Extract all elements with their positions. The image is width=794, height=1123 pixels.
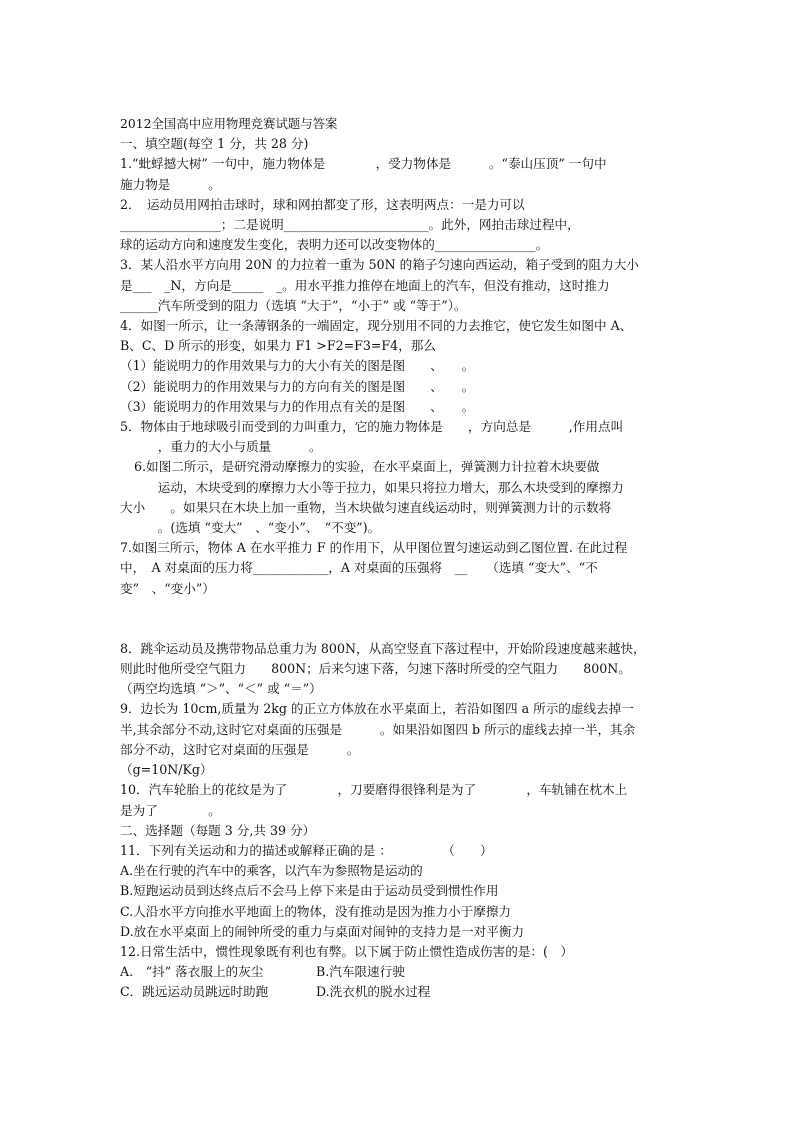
- choice-c: C．跳远运动员跳远时助跑: [120, 984, 269, 1000]
- question-line: B、C、D 所示的形变，如果力 F1 >F2=F3=F4，那么: [120, 338, 436, 354]
- question-4: [120, 316, 676, 417]
- document-title: 2012全国高中应用物理竞赛试题与答案: [120, 116, 338, 131]
- section-fill-blank-heading: 一、填空题(每空 1 分，共 28 分): [120, 136, 309, 152]
- question-6: [120, 457, 676, 538]
- question-line: 运动，木块受到的摩擦力大小等于拉力，如果只将拉力增大，那么木块受到的摩擦力: [120, 479, 624, 495]
- question-line: ________________；二是说明_______________________。此外，网拍击球过程中，: [120, 217, 580, 233]
- question-line: 6.如图二所示，是研究滑动摩擦力的实验，在水平桌面上，弹簧测力计拉着木块要做: [134, 459, 600, 475]
- choice-row: [120, 982, 676, 1002]
- question-line: 5．物体由于地球吸引而受到的力叫重力，它的施力物体是 ，方向总是 ,作用点叫: [120, 419, 624, 435]
- question-line: 。(选填 “变大” 、“变小”、 “不变”)。: [120, 520, 381, 536]
- question-line: 则此时他所受空气阻力 800N；后来匀速下落，匀速下落时所受的空气阻力 800N。: [120, 661, 631, 677]
- question-line: 9．边长为 10cm,质量为 2kg 的正立方体放在水平桌面上，若沿如图四 a 所示的虚线去掉一: [120, 701, 634, 717]
- question-line: ，重力的大小与质量 。: [120, 439, 322, 455]
- question-line: 施力物是 。: [120, 176, 221, 192]
- question-stem: 11．下列有关运动和力的描述或解释正确的是 ： （ ）: [120, 842, 493, 858]
- question-line: 10．汽车轮胎上的花纹是为了 ，刀要磨得很锋利是为了 ，车轨铺在枕木上: [120, 782, 628, 798]
- question-3: [120, 255, 676, 316]
- question-line: 是为了 。: [120, 802, 221, 818]
- question-line: 7.如图三所示，物体 A 在水平推力 F 的作用下，从甲图位置匀速运动到乙图位置. 在此过程: [120, 540, 628, 556]
- choice-a: A.坐在行驶的汽车中的乘客，以汽车为参照物是运动的: [120, 863, 423, 879]
- section-choice-heading: 二、选择题（每题 3 分,共 39 分）: [120, 822, 316, 838]
- question-11: [120, 841, 676, 942]
- question-stem: 12.日常生活中，惯性现象既有利也有弊。以下属于防止惯性造成伤害的是：( ）: [120, 943, 574, 959]
- question-7: [120, 538, 676, 599]
- question-5: [120, 417, 676, 457]
- choice-c: C.人沿水平方向推水平地面上的物体，没有推动是因为推力小于摩擦力: [120, 903, 512, 919]
- question-line: （两空均选填 “＞”、“＜” 或 “＝”）: [120, 681, 322, 697]
- question-line: 8．跳伞运动员及携带物品总重力为 800N，从高空竖直下落过程中，开始阶段速度越来越快，: [120, 640, 646, 656]
- question-line: ______汽车所受到的阻力（选填 “大于”，“小于” 或 “等于”）。: [120, 297, 467, 313]
- question-2: [120, 195, 676, 256]
- question-8: [120, 639, 676, 700]
- question-12: [120, 942, 676, 1003]
- question-line: 1.“蚍蜉撼大树” 一句中，施力物体是 ，受力物体是 。“泰山压顶” 一句中: [120, 156, 607, 172]
- exam-document: [120, 114, 676, 1003]
- question-line: 变” 、“变小”）: [120, 580, 215, 596]
- choice-d: D.放在水平桌面上的闹钟所受的重力与桌面对闹钟的支持力是一对平衡力: [120, 923, 525, 939]
- choice-d: D.洗衣机的脱水过程: [316, 984, 431, 1000]
- choice-row: [120, 962, 676, 982]
- question-10: [120, 780, 676, 820]
- blank-space: [120, 599, 676, 639]
- question-line: （g=10N/Kg）: [120, 762, 213, 778]
- question-subitem: （1）能说明力的作用效果与力的大小有关的图是图 、 。: [120, 358, 475, 374]
- question-line: 部分不动，这时它对桌面的压强是 。: [120, 741, 360, 757]
- question-subitem: （2）能说明力的作用效果与力的方向有关的图是图 、 。: [120, 378, 475, 394]
- question-1: [120, 154, 676, 194]
- question-line: 2． 运动员用网拍击球时，球和网拍都变了形，这表明两点：一是力可以: [120, 196, 525, 212]
- choice-b: B.短跑运动员到达终点后不会马上停下来是由于运动员受到惯性作用: [120, 883, 499, 899]
- choice-b: B.汽车限速行驶: [316, 964, 405, 980]
- question-line: 3．某人沿水平方向用 20N 的力拉着一重为 50N 的箱子匀速向西运动，箱子受到的阻力大小: [120, 257, 639, 273]
- question-line: 是___ _N，方向是_____ _。用水平推力推停在地面上的汽车，但没有推动，这时推力: [120, 277, 610, 293]
- question-line: 大小 。如果只在木块上加一重物，当木块做匀速直线运动时，则弹簧测力计的示数将: [120, 499, 612, 515]
- question-line: 中， A 对桌面的压力将____________，A 对桌面的压强将 __ （选填 “变大”、“不: [120, 560, 598, 576]
- question-line: 4．如图一所示，让一条薄钢条的一端固定，现分别用不同的力去推它，使它发生如图中 A、: [120, 318, 633, 334]
- question-line: 半,其余部分不动,这时它对桌面的压强是 。如果沿如图四 b 所示的虚线去掉一半，其余: [120, 721, 636, 737]
- question-9: [120, 699, 676, 780]
- choice-a: A. “抖” 落衣服上的灰尘: [120, 964, 264, 980]
- question-subitem: （3）能说明力的作用效果与力的作用点有关的是图 、 。: [120, 398, 475, 414]
- question-line: 球的运动方向和速度发生变化，表明力还可以改变物体的________________。: [120, 237, 549, 253]
